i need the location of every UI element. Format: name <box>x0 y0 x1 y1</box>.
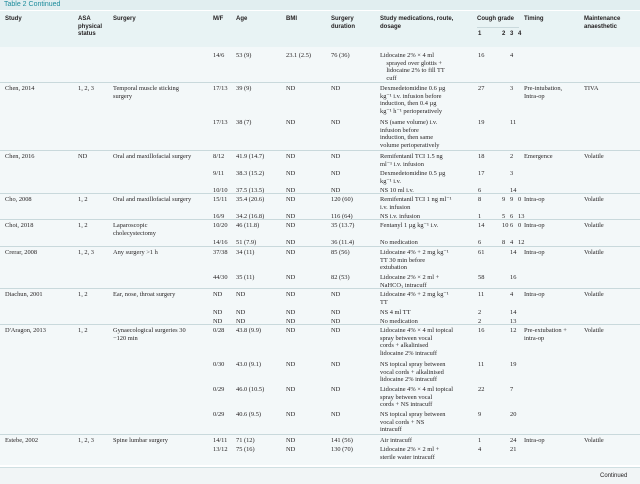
continued-label: Continued <box>600 473 628 479</box>
cell-mf: 8/12 <box>213 153 225 160</box>
cell-bmi: ND <box>286 213 296 220</box>
cell-mf: 0/30 <box>213 361 225 368</box>
row-divider <box>0 288 640 289</box>
cell-grade-4: 0 <box>518 196 522 203</box>
cell-duration: ND <box>331 170 341 177</box>
cell-bmi: 23.1 (2.5) <box>286 52 312 59</box>
cell-maintenance: Volatile <box>584 291 604 298</box>
cell-bmi: ND <box>286 291 296 298</box>
cell-age: 53 (9) <box>236 52 252 59</box>
cell-medications: Lidocaine 4% + 2 mg kg⁻¹ TT <box>380 291 449 306</box>
cell-mf: ND <box>213 291 223 298</box>
cell-mf: ND <box>213 309 223 316</box>
row-divider <box>0 82 640 83</box>
cell-maintenance: Volatile <box>584 196 604 203</box>
cell-grade-3: 14 <box>510 249 517 256</box>
cell-duration: 82 (53) <box>331 274 350 281</box>
header-grade-4: 4 <box>518 31 522 37</box>
header-grade-2: 2 <box>502 31 506 37</box>
cell-bmi: ND <box>286 327 296 334</box>
cell-grade-1: 19 <box>478 119 485 126</box>
cell-age: ND <box>236 309 246 316</box>
cell-asa: 1, 2, 3 <box>78 437 94 444</box>
cell-age: 41.9 (14.7) <box>236 153 265 160</box>
cell-grade-1: 1 <box>478 213 482 220</box>
cell-maintenance: Volatile <box>584 222 604 229</box>
cell-mf: ND <box>213 318 223 325</box>
cell-grade-2: 9 <box>502 196 506 203</box>
cell-surgery: Oral and maxillofacial surgery <box>113 153 192 160</box>
cell-medications: Fentanyl 1 µg kg⁻¹ i.v. <box>380 222 439 229</box>
cell-grade-3: 4 <box>510 52 514 59</box>
cell-age: 37.5 (13.5) <box>236 187 265 194</box>
cell-duration: 35 (13.7) <box>331 222 355 229</box>
cell-grade-2: 10 <box>502 222 509 229</box>
cell-medications: Lidocaine 2% × 2 ml + NaHCO₃ intracuff <box>380 274 440 289</box>
row-divider <box>0 434 640 435</box>
header-mf: M/F <box>213 16 224 22</box>
cell-duration: ND <box>331 291 341 298</box>
cell-age: 39 (9) <box>236 85 252 92</box>
cell-duration: ND <box>331 153 341 160</box>
cell-maintenance: Volatile <box>584 153 604 160</box>
cell-duration: 130 (70) <box>331 446 353 453</box>
cell-medications: Dexmedetomidine 0.6 µg kg⁻¹ i.v. infusion before induction, then 0.4 µg kg⁻¹ h⁻¹ perioperatively <box>380 85 446 115</box>
cell-mf: 14/16 <box>213 239 228 246</box>
cell-timing: Intra-op <box>524 196 545 203</box>
cell-age: 43.8 (9.9) <box>236 327 262 334</box>
cell-bmi: ND <box>286 411 296 418</box>
cell-surgery: Laparoscopic cholecystectomy <box>113 222 156 237</box>
cell-study: Crerar, 2008 <box>5 249 38 256</box>
cell-timing: Pre-intubation, Intra-op <box>524 85 563 100</box>
cell-duration: ND <box>331 318 341 325</box>
cell-mf: 37/38 <box>213 249 228 256</box>
cell-age: 43.0 (9.1) <box>236 361 262 368</box>
cell-grade-3: 3 <box>510 85 514 92</box>
cell-duration: 120 (60) <box>331 196 353 203</box>
cell-grade-1: 9 <box>478 411 482 418</box>
cell-mf: 16/9 <box>213 213 225 220</box>
table-footer-bar <box>0 467 640 484</box>
row-divider <box>0 150 640 151</box>
cell-age: ND <box>236 318 246 325</box>
table-caption-bar <box>0 0 640 10</box>
header-grade-3: 3 <box>510 31 514 37</box>
cell-bmi: ND <box>286 239 296 246</box>
row-divider <box>0 246 640 247</box>
cell-bmi: ND <box>286 309 296 316</box>
cell-maintenance: TIVA <box>584 85 599 92</box>
cell-bmi: ND <box>286 386 296 393</box>
cell-grade-1: 4 <box>478 446 482 453</box>
cell-grade-1: 14 <box>478 222 485 229</box>
cell-medications: Dexmedetomidine 0.5 µg kg⁻¹ i.v. <box>380 170 446 185</box>
cell-duration: ND <box>331 411 341 418</box>
cell-medications: Lidocaine 2% × 2 ml + sterile water intracuff <box>380 446 440 461</box>
cell-grade-3: 21 <box>510 446 517 453</box>
cell-grade-1: 1 <box>478 437 482 444</box>
cell-bmi: ND <box>286 119 296 126</box>
cell-surgery: Oral and maxillofacial surgery <box>113 196 192 203</box>
cell-age: 34 (11) <box>236 249 255 256</box>
cell-bmi: ND <box>286 274 296 281</box>
cell-bmi: ND <box>286 446 296 453</box>
cell-duration: ND <box>331 187 341 194</box>
table-header <box>0 11 640 47</box>
cell-study: Estebe, 2002 <box>5 437 39 444</box>
header-bmi: BMI <box>286 16 297 22</box>
cell-duration: ND <box>331 119 341 126</box>
cell-age: 38 (7) <box>236 119 252 126</box>
cell-grade-1: 8 <box>478 196 482 203</box>
cell-mf: 15/11 <box>213 196 228 203</box>
cell-grade-1: 58 <box>478 274 485 281</box>
cell-medications: NS topical spray between vocal cords + alkalinised lidocaine 2% intracuff <box>380 361 446 384</box>
cell-timing: Intra-op <box>524 291 545 298</box>
cell-age: 38.3 (15.2) <box>236 170 265 177</box>
cell-bmi: ND <box>286 170 296 177</box>
cell-grade-3: 4 <box>510 291 514 298</box>
cell-mf: 10/20 <box>213 222 228 229</box>
cell-maintenance: Volatile <box>584 327 604 334</box>
cell-mf: 9/11 <box>213 170 225 177</box>
cell-asa: 1, 2 <box>78 327 88 334</box>
cell-medications: Remifentanil TCI 1.5 ng ml⁻¹ i.v. infusion <box>380 153 443 168</box>
cell-grade-3: 9 <box>510 196 514 203</box>
cell-timing: Intra-op <box>524 222 545 229</box>
cell-age: 75 (16) <box>236 446 255 453</box>
cell-medications: Lidocaine 4% × 4 ml topical spray between vocal cords + alkalinised lidocaine 2% intracuff <box>380 327 453 357</box>
cell-grade-4: 0 <box>518 222 522 229</box>
cell-grade-3: 20 <box>510 411 517 418</box>
cell-medications: Lidocaine 4% × 4 ml topical spray between vocal cords + NS intracuff <box>380 386 453 409</box>
cell-surgery: Spine lumbar surgery <box>113 437 168 444</box>
cell-asa: 1, 2, 3 <box>78 249 94 256</box>
cell-mf: 0/29 <box>213 411 225 418</box>
cell-surgery: Gynaecological surgeries 30 −120 min <box>113 327 186 342</box>
cell-age: 51 (7.9) <box>236 239 257 246</box>
cell-mf: 0/29 <box>213 386 225 393</box>
cell-grade-3: 6 <box>510 213 514 220</box>
header-maintenance: Maintenance anaesthetic <box>584 16 621 30</box>
cell-grade-2: 8 <box>502 239 506 246</box>
cell-duration: ND <box>331 309 341 316</box>
cell-timing: Intra-op <box>524 249 545 256</box>
cell-study: Diachun, 2001 <box>5 291 43 298</box>
cell-grade-3: 6 <box>510 222 514 229</box>
cell-medications: Lidocaine 2% × 4 ml sprayed over glottis + lidocaine 2% to fill TT cuff <box>380 52 445 82</box>
cell-duration: 85 (56) <box>331 249 350 256</box>
cell-asa: 1, 2, 3 <box>78 85 94 92</box>
cell-asa: 1, 2 <box>78 222 88 229</box>
cell-duration: ND <box>331 327 341 334</box>
cell-medications: Remifentanil TCI 1 ng ml⁻¹ i.v. infusion <box>380 196 452 211</box>
header-age: Age <box>236 16 248 22</box>
header-duration: Surgery duration <box>331 16 355 30</box>
cell-bmi: ND <box>286 85 296 92</box>
cell-bmi: ND <box>286 196 296 203</box>
cell-duration: ND <box>331 386 341 393</box>
cell-grade-1: 17 <box>478 170 485 177</box>
header-medications: Study medications, route, dosage <box>380 16 454 30</box>
cell-grade-1: 16 <box>478 52 485 59</box>
cell-grade-3: 16 <box>510 274 517 281</box>
cell-grade-3: 14 <box>510 187 517 194</box>
cell-duration: 116 (64) <box>331 213 353 220</box>
row-divider <box>0 324 640 325</box>
cell-medications: NS (same volume) i.v. infusion before induction, then same volume perioperatively <box>380 119 440 149</box>
cell-timing: Pre-extubation + intra-op <box>524 327 567 342</box>
row-divider <box>0 219 640 220</box>
cell-duration: ND <box>331 361 341 368</box>
cell-mf: 14/11 <box>213 437 228 444</box>
cell-duration: ND <box>331 85 341 92</box>
cell-mf: 13/12 <box>213 446 228 453</box>
cell-grade-1: 18 <box>478 153 485 160</box>
header-asa: ASA physical status <box>78 16 103 38</box>
cell-grade-3: 24 <box>510 437 517 444</box>
cell-duration: 141 (56) <box>331 437 353 444</box>
cell-mf: 10/10 <box>213 187 228 194</box>
cell-grade-1: 6 <box>478 187 482 194</box>
header-cough: Cough grade <box>477 16 514 22</box>
cell-medications: No medication <box>380 239 418 246</box>
cell-grade-1: 11 <box>478 291 485 298</box>
cell-duration: 36 (11.4) <box>331 239 355 246</box>
cell-bmi: ND <box>286 249 296 256</box>
cell-study: D'Aragon, 2013 <box>5 327 46 334</box>
cell-grade-1: 27 <box>478 85 485 92</box>
cell-bmi: ND <box>286 361 296 368</box>
cell-study: Chen, 2014 <box>5 85 35 92</box>
cell-medications: Lidocaine 4% + 2 mg kg⁻¹ TT 30 min before extubation <box>380 249 449 272</box>
cell-medications: NS 10 ml i.v. <box>380 187 414 194</box>
cell-grade-1: 6 <box>478 239 482 246</box>
header-grade-1: 1 <box>478 31 482 37</box>
table-caption: Table 2 Continued <box>4 1 61 8</box>
cell-timing: Intra-op <box>524 437 545 444</box>
cell-grade-3: 2 <box>510 153 514 160</box>
cell-medications: NS topical spray between vocal cords + NS intracuff <box>380 411 446 434</box>
cell-grade-3: 3 <box>510 170 514 177</box>
cell-mf: 0/28 <box>213 327 225 334</box>
cell-grade-1: 11 <box>478 361 485 368</box>
cell-medications: NS 4 ml TT <box>380 309 411 316</box>
header-surgery: Surgery <box>113 16 136 22</box>
cell-grade-3: 14 <box>510 309 517 316</box>
cell-asa: ND <box>78 153 88 160</box>
cell-surgery: Any surgery >1 h <box>113 249 158 256</box>
cell-bmi: ND <box>286 437 296 444</box>
cell-surgery: Temporal muscle sticking surgery <box>113 85 179 100</box>
cell-grade-2: 5 <box>502 213 506 220</box>
cell-maintenance: Volatile <box>584 437 604 444</box>
cell-medications: No medication <box>380 318 418 325</box>
cell-age: 46.0 (10.5) <box>236 386 265 393</box>
cell-asa: 1, 2 <box>78 291 88 298</box>
cell-mf: 14/6 <box>213 52 225 59</box>
header-study: Study <box>5 16 22 22</box>
cell-study: Cho, 2008 <box>5 196 32 203</box>
cell-grade-1: 22 <box>478 386 485 393</box>
cell-grade-4: 13 <box>518 213 525 220</box>
cell-grade-1: 16 <box>478 327 485 334</box>
cell-timing: Emergence <box>524 153 553 160</box>
cell-asa: 1, 2 <box>78 196 88 203</box>
cell-maintenance: Volatile <box>584 249 604 256</box>
cell-bmi: ND <box>286 153 296 160</box>
cell-study: Choi, 2018 <box>5 222 34 229</box>
cell-mf: 17/13 <box>213 119 228 126</box>
cell-surgery: Ear, nose, throat surgery <box>113 291 176 298</box>
cell-bmi: ND <box>286 187 296 194</box>
cell-grade-3: 4 <box>510 239 514 246</box>
cell-medications: NS i.v. infusion <box>380 213 421 220</box>
cell-bmi: ND <box>286 318 296 325</box>
cell-grade-4: 12 <box>518 239 525 246</box>
cell-age: 46 (11.8) <box>236 222 260 229</box>
cell-bmi: ND <box>286 222 296 229</box>
cell-study: Chen, 2016 <box>5 153 35 160</box>
cell-grade-3: 19 <box>510 361 517 368</box>
cell-medications: Air intracuff <box>380 437 412 444</box>
cell-age: 35 (11) <box>236 274 255 281</box>
cell-grade-3: 7 <box>510 386 514 393</box>
cell-grade-3: 12 <box>510 327 517 334</box>
cell-grade-3: 11 <box>510 119 517 126</box>
cell-grade-1: 2 <box>478 309 482 316</box>
cell-grade-1: 2 <box>478 318 482 325</box>
cell-mf: 17/13 <box>213 85 228 92</box>
cell-grade-1: 61 <box>478 249 485 256</box>
cell-mf: 44/30 <box>213 274 228 281</box>
cell-age: 35.4 (20.6) <box>236 196 265 203</box>
cell-grade-3: 13 <box>510 318 517 325</box>
cell-age: 40.6 (9.5) <box>236 411 262 418</box>
cell-age: 34.2 (16.8) <box>236 213 265 220</box>
cell-age: ND <box>236 291 246 298</box>
header-timing: Timing <box>524 16 544 22</box>
cough-header-rule <box>477 27 519 28</box>
cell-duration: 76 (36) <box>331 52 350 59</box>
row-divider <box>0 193 640 194</box>
cell-age: 71 (12) <box>236 437 255 444</box>
